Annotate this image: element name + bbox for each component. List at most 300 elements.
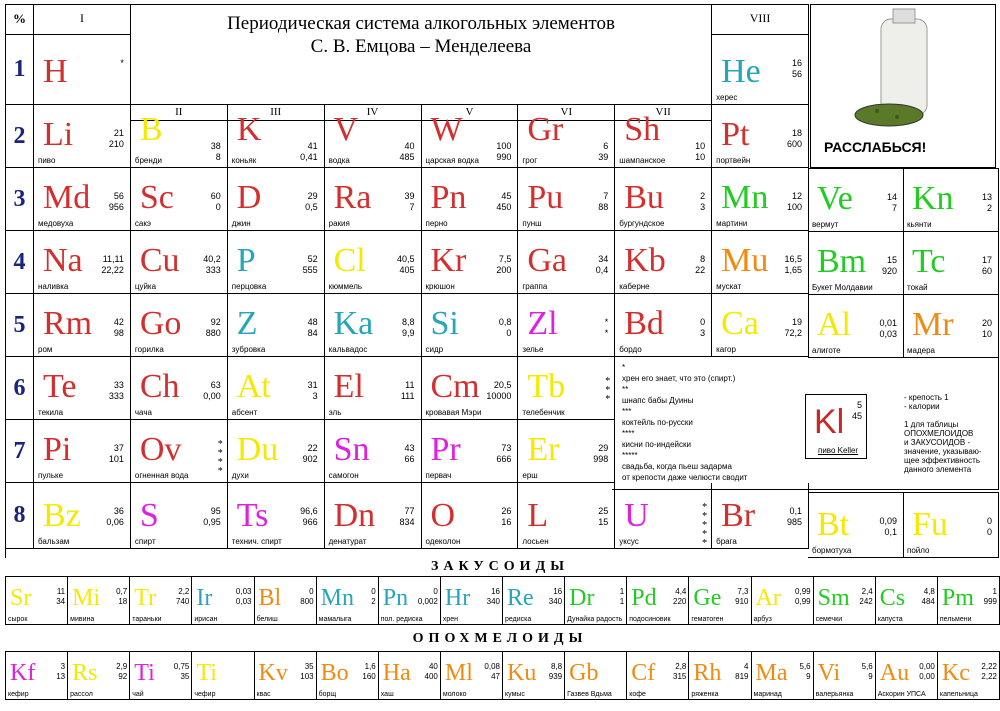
- element-symbol: Ha: [382, 660, 411, 686]
- element-cell: [228, 168, 325, 231]
- element-cell: [6, 652, 68, 700]
- element-value-2: 834: [399, 517, 415, 527]
- element-value-1: 20: [981, 318, 992, 328]
- element-value-2: 47: [491, 672, 500, 681]
- element-value-1: 26: [501, 506, 512, 516]
- element-value-2: 10: [981, 329, 992, 339]
- element-value-1: 7,5: [498, 254, 512, 264]
- element-value-1: 6: [603, 141, 609, 151]
- element-value-2: 0,95: [203, 517, 221, 527]
- element-name: цуйка: [134, 282, 157, 291]
- element-symbol: Sr: [10, 585, 32, 611]
- element-name: пол. редиска: [380, 616, 423, 623]
- element-name: шампанское: [619, 156, 666, 165]
- element-cell: [615, 231, 712, 294]
- element-symbol: Ch: [139, 368, 180, 405]
- element-name: телебенчик: [522, 408, 565, 417]
- element-symbol: El: [333, 368, 364, 405]
- element-symbol: K: [236, 111, 262, 148]
- element-value-1: 0,1: [789, 506, 802, 516]
- element-cell: [131, 357, 228, 420]
- element-value-2: 66: [404, 454, 415, 464]
- element-value-1: 2: [700, 191, 706, 201]
- element-value-2: 3: [700, 202, 706, 212]
- element-symbol: Sn: [333, 431, 370, 468]
- title-line-2: С. В. Емцова – Менделеева: [310, 36, 532, 57]
- element-value-2: 35: [180, 672, 190, 681]
- element-cell: [615, 483, 712, 549]
- element-name: ерш: [522, 471, 538, 480]
- element-value-2: 998: [593, 454, 609, 464]
- element-name: пиво Keller: [818, 446, 859, 455]
- element-value-2: 101: [108, 454, 124, 464]
- element-cell: [34, 231, 131, 294]
- element-value-2: 2: [986, 203, 992, 213]
- element-name: спирт: [134, 537, 156, 546]
- element-value-1: 13: [981, 192, 992, 202]
- element-name: бордо: [619, 345, 642, 354]
- element-symbol: At: [236, 368, 271, 405]
- element-value-2: 340: [548, 597, 563, 606]
- element-value-1: 8: [700, 254, 706, 264]
- element-value-1: 92: [210, 317, 221, 327]
- element-value-1: 11,11: [102, 254, 124, 264]
- element-value-2: 16: [501, 517, 512, 527]
- zakusoidy-title: ЗАКУСОИДЫ: [431, 559, 569, 574]
- element-cell: [325, 357, 422, 420]
- element-symbol: Re: [507, 585, 534, 611]
- element-symbol: Pn: [430, 179, 467, 216]
- element-name: чефир: [194, 691, 216, 698]
- element-name: денатурат: [328, 537, 367, 546]
- element-value-1: 38: [210, 141, 221, 151]
- element-name: кьянти: [907, 220, 932, 229]
- element-value-2: 0,03: [235, 597, 252, 606]
- element-cell: [34, 35, 131, 105]
- element-cell: [131, 105, 228, 168]
- element-cell: [255, 652, 317, 700]
- element-value-1: 60: [210, 191, 221, 201]
- element-symbol: Kn: [912, 180, 954, 217]
- legend-line: шнапс бабы Дуины: [622, 396, 694, 405]
- element-value-1: 95: [210, 506, 221, 516]
- element-name: мивина: [70, 616, 95, 623]
- element-symbol: Ts: [236, 497, 269, 534]
- element-cell: [255, 577, 317, 625]
- footnote-stars: * * * * *: [702, 502, 708, 549]
- element-name: текила: [38, 408, 64, 417]
- period-1: 1: [6, 35, 34, 105]
- element-cell: [518, 105, 615, 168]
- element-symbol: Vi: [817, 660, 841, 686]
- element-value-2: 0,4: [595, 265, 609, 275]
- element-symbol: Gr: [527, 111, 564, 148]
- element-value-2: 56: [791, 69, 802, 79]
- period-8: 8: [6, 483, 34, 549]
- element-cell: [317, 577, 379, 625]
- element-symbol: Bz: [43, 497, 81, 534]
- element-cell: [325, 105, 422, 168]
- element-symbol: Mi: [72, 585, 101, 611]
- element-cell: [503, 577, 565, 625]
- element-value-1: *: [120, 58, 124, 68]
- element-symbol: Dr: [569, 585, 595, 611]
- element-value-1: 5,6: [861, 662, 873, 671]
- element-cell: [325, 294, 422, 357]
- element-name: Газвев Вдьма: [567, 691, 612, 698]
- element-name: рассол: [70, 691, 93, 698]
- element-value-2: 18: [118, 597, 128, 606]
- element-symbol: O: [430, 497, 456, 534]
- element-value-2: 999: [983, 597, 997, 606]
- element-name: первач: [425, 471, 452, 480]
- element-value-1: 16: [491, 587, 500, 596]
- element-symbol: Mr: [912, 306, 954, 343]
- element-cell: [34, 357, 131, 420]
- element-symbol: Cs: [879, 585, 906, 611]
- period-2: 2: [6, 105, 34, 168]
- element-name: квас: [256, 691, 271, 698]
- element-value-2: 956: [108, 202, 124, 212]
- element-value-1: 0: [309, 587, 314, 596]
- element-name: алиготе: [812, 346, 841, 355]
- element-value-2: 84: [307, 328, 318, 338]
- element-name: Аскорин УПСА: [877, 691, 926, 698]
- element-value-1: 8,8: [401, 317, 415, 327]
- element-value-2: 484: [921, 597, 935, 606]
- element-value-1: 0: [986, 516, 992, 526]
- element-cell: [627, 577, 689, 625]
- element-value-2: 22: [695, 265, 706, 275]
- element-value-1: 11: [405, 380, 415, 390]
- period-6: 6: [6, 357, 34, 420]
- group-label: II: [131, 105, 227, 121]
- element-value-1: 40: [428, 662, 438, 671]
- element-value-1: 77: [404, 506, 415, 516]
- element-symbol: Mn: [320, 585, 354, 611]
- element-symbol: Pd: [631, 585, 657, 611]
- element-cell: [441, 652, 503, 700]
- element-name: борщ: [318, 691, 337, 698]
- milk-picture: [810, 4, 996, 168]
- legend-line: ****: [622, 429, 635, 438]
- element-value-1: 0: [433, 587, 438, 596]
- element-symbol: H: [43, 53, 68, 90]
- element-value-1: 29: [307, 191, 318, 201]
- element-value-1: 39: [404, 191, 415, 201]
- element-value-1: 100: [496, 141, 512, 151]
- element-value-2: 13: [56, 672, 66, 681]
- element-value-2: 1,65: [784, 265, 802, 275]
- element-symbol: Pu: [527, 179, 564, 216]
- element-name: ирисан: [194, 616, 218, 623]
- element-value-1: 45: [501, 191, 512, 201]
- element-cell: [228, 105, 325, 168]
- element-name: медовуха: [38, 219, 74, 228]
- element-cell: [876, 577, 938, 625]
- element-value-1: 0,09: [879, 516, 897, 526]
- element-value-2: 7: [409, 202, 415, 212]
- element-name: пойло: [907, 546, 930, 555]
- legend-line: коктейль по-русски: [622, 418, 693, 427]
- element-cell: [379, 577, 441, 625]
- element-value-1: 16: [791, 58, 802, 68]
- element-cell: [325, 483, 422, 549]
- element-value-1: 21: [113, 128, 124, 138]
- element-value-1: 0,03: [235, 587, 252, 596]
- element-symbol: Tr: [134, 585, 157, 611]
- element-cell: [712, 483, 809, 549]
- legend-line: кисни по-индейски: [622, 440, 691, 449]
- element-cell: [228, 231, 325, 294]
- element-cell: [192, 652, 254, 700]
- element-value-1: 22: [307, 443, 318, 453]
- element-value-2: 880: [205, 328, 221, 338]
- element-name: маринад: [753, 691, 782, 698]
- element-name: грог: [522, 156, 538, 165]
- element-value-2: 160: [362, 672, 376, 681]
- element-symbol: Bm: [817, 243, 867, 280]
- element-value-1: 35: [304, 662, 314, 671]
- element-cell: [938, 652, 1000, 700]
- element-symbol: Br: [721, 497, 756, 534]
- element-value-2: 60: [981, 266, 992, 276]
- element-symbol: Bd: [624, 305, 664, 342]
- element-value-2: 555: [302, 265, 318, 275]
- element-value-2: 0,002: [417, 597, 438, 606]
- element-cell: [565, 652, 627, 700]
- element-value-1: 8,8: [551, 662, 563, 671]
- element-value-2: 0,00: [919, 672, 935, 681]
- element-cell: [34, 294, 131, 357]
- element-value-1: 40: [404, 141, 415, 151]
- element-symbol: Ka: [333, 305, 374, 342]
- element-cell: [938, 577, 1000, 625]
- element-value-1: 2,9: [116, 662, 128, 671]
- element-value-1: 0,01: [879, 318, 897, 328]
- element-value-1: 17: [981, 255, 992, 265]
- element-value-2: 0,1: [884, 527, 897, 537]
- period-3: 3: [6, 168, 34, 231]
- element-cell: [34, 168, 131, 231]
- period-5: 5: [6, 294, 34, 357]
- element-cell: [325, 168, 422, 231]
- element-cell: [192, 577, 254, 625]
- element-symbol: Go: [139, 305, 182, 342]
- element-value-1: 41: [307, 141, 318, 151]
- element-value-1: 2,22: [981, 662, 997, 671]
- element-cell: [808, 169, 904, 232]
- element-value-1: 63: [210, 380, 221, 390]
- element-symbol: Sm: [817, 585, 850, 611]
- element-value-1: 1: [619, 587, 625, 596]
- element-value-1: 0,00: [919, 662, 935, 671]
- element-symbol: Tb: [527, 368, 566, 405]
- group-label: V: [422, 105, 518, 121]
- element-name: херес: [716, 93, 738, 102]
- element-value-2: 98: [113, 328, 124, 338]
- element-cell: [422, 231, 519, 294]
- element-symbol: Dn: [333, 497, 376, 534]
- element-value-2: 92: [118, 672, 128, 681]
- element-cell: [712, 231, 809, 294]
- element-value-1: 36: [113, 506, 124, 516]
- element-cell: [422, 105, 519, 168]
- legend-line: **: [622, 385, 629, 394]
- element-value-2: 200: [496, 265, 512, 275]
- element-cell: [422, 294, 519, 357]
- element-symbol: Sc: [139, 179, 174, 216]
- legend-side-note: и ЗАКУСОИДОВ -: [904, 438, 971, 447]
- element-name: горилка: [134, 345, 164, 354]
- legend-side-note: щее эффективность: [904, 456, 980, 465]
- element-cell: [518, 231, 615, 294]
- element-value-1: 40,2: [203, 254, 221, 264]
- element-symbol: Ti: [196, 660, 217, 686]
- element-name: кальвадос: [328, 345, 368, 354]
- element-symbol: Pm: [941, 585, 974, 611]
- element-value-2: 8: [215, 152, 221, 162]
- element-name: портвейн: [716, 156, 751, 165]
- element-value-1: 33: [113, 380, 124, 390]
- element-symbol: Bo: [320, 660, 349, 686]
- element-value-2: 242: [859, 597, 873, 606]
- element-symbol: Na: [43, 242, 83, 279]
- legend-side-note: значение, указываю-: [904, 447, 982, 456]
- element-value-2: 210: [108, 139, 124, 149]
- element-value-1: 4: [744, 662, 749, 671]
- element-symbol: P: [236, 242, 256, 279]
- element-symbol: Li: [43, 116, 74, 153]
- element-symbol: Au: [879, 660, 910, 686]
- footnote-stars: * * * *: [217, 439, 223, 477]
- group-label: VI: [518, 105, 614, 121]
- element-value-2: 485: [399, 152, 415, 162]
- legend-line: *****: [622, 451, 638, 460]
- element-cell: [903, 295, 999, 358]
- element-cell: [325, 420, 422, 483]
- element-value-2: 0: [215, 202, 221, 212]
- element-value-2: 9: [868, 672, 873, 681]
- element-symbol: Gb: [569, 660, 599, 686]
- element-value-2: 340: [486, 597, 500, 606]
- element-symbol: Ml: [444, 660, 473, 686]
- element-value-2: 2,22: [981, 672, 997, 681]
- element-symbol: Ma: [755, 660, 788, 686]
- element-name: зубровка: [231, 345, 266, 354]
- element-name: арбуз: [753, 616, 772, 623]
- element-value-1: 73: [501, 443, 512, 453]
- element-symbol: Kb: [624, 242, 666, 279]
- element-name: мартини: [716, 219, 748, 228]
- element-symbol: Bl: [258, 585, 282, 611]
- element-name: сырок: [8, 616, 28, 623]
- element-symbol: Ra: [333, 179, 372, 216]
- element-symbol: Bt: [817, 506, 850, 543]
- element-symbol: Hr: [444, 585, 471, 611]
- element-cell: [68, 577, 130, 625]
- element-symbol: Cu: [139, 242, 180, 279]
- element-value-1: 0,8: [498, 317, 512, 327]
- element-symbol: Al: [817, 306, 851, 343]
- element-value-1: 0,75: [173, 662, 190, 671]
- element-value-1: 12: [791, 191, 802, 201]
- element-value-2: 910: [735, 597, 749, 606]
- element-value-1: 16,5: [784, 254, 802, 264]
- element-value-2: 9: [806, 672, 811, 681]
- element-cell: [689, 652, 751, 700]
- element-symbol: Pi: [43, 431, 72, 468]
- element-value-1: 40,5: [396, 254, 415, 264]
- element-value-2: 0,41: [300, 152, 318, 162]
- element-value-2: 990: [496, 152, 512, 162]
- element-symbol: Ga: [527, 242, 568, 279]
- element-symbol: Er: [527, 431, 560, 468]
- element-name: сакэ: [134, 219, 151, 228]
- period-4: 4: [6, 231, 34, 294]
- element-cell: [422, 168, 519, 231]
- element-name: пунш: [522, 219, 542, 228]
- element-symbol: Ku: [507, 660, 537, 686]
- element-value-2: 3: [700, 328, 706, 338]
- element-value-1: 10: [695, 141, 706, 151]
- legend-line: свадьба, когда пьеш задарма: [622, 462, 732, 471]
- element-name: кровавая Мэри: [425, 408, 482, 417]
- element-name: белиш: [256, 616, 278, 623]
- element-symbol: Ca: [721, 305, 759, 342]
- element-name: одеколон: [425, 537, 461, 546]
- element-cell: [615, 294, 712, 357]
- legend-line: хрен его знает, что это (спирт.): [622, 374, 736, 383]
- element-cell: [131, 294, 228, 357]
- element-cell: [34, 483, 131, 549]
- element-cell: [228, 294, 325, 357]
- element-value-2: 0,5: [305, 202, 318, 212]
- zakusoidy-row: [5, 576, 1000, 625]
- element-value-2: 88: [598, 202, 609, 212]
- legend: [612, 357, 999, 490]
- element-value-1: 96,6: [300, 506, 318, 516]
- element-cell: [317, 652, 379, 700]
- element-name: кофе: [629, 691, 646, 698]
- element-cell: [34, 105, 131, 168]
- element-name: коньяк: [231, 156, 257, 165]
- element-value-1: 31: [307, 380, 318, 390]
- element-symbol: Ge: [693, 585, 722, 611]
- element-cell: [689, 577, 751, 625]
- element-value-1: 2,2: [178, 587, 190, 596]
- element-value-2: 220: [673, 597, 687, 606]
- element-value-2: 333: [205, 265, 221, 275]
- element-symbol: Kc: [941, 660, 970, 686]
- group-label: III: [228, 105, 324, 121]
- element-value-2: 1: [619, 597, 625, 606]
- element-symbol: Cl: [333, 242, 366, 279]
- element-symbol: Z: [236, 305, 258, 342]
- element-symbol: Kl: [814, 403, 845, 441]
- element-name: мамалыга: [318, 616, 352, 623]
- element-name: джин: [231, 219, 251, 228]
- element-value-1: 52: [307, 254, 318, 264]
- element-symbol: Rm: [43, 305, 93, 342]
- element-value-1: 0,99: [795, 587, 811, 596]
- element-name: капуста: [877, 616, 903, 623]
- element-cell: [130, 577, 192, 625]
- element-name: царская водка: [425, 156, 479, 165]
- element-symbol: V: [333, 111, 359, 148]
- element-value-2: 10000: [486, 391, 512, 401]
- element-symbol: D: [236, 179, 262, 216]
